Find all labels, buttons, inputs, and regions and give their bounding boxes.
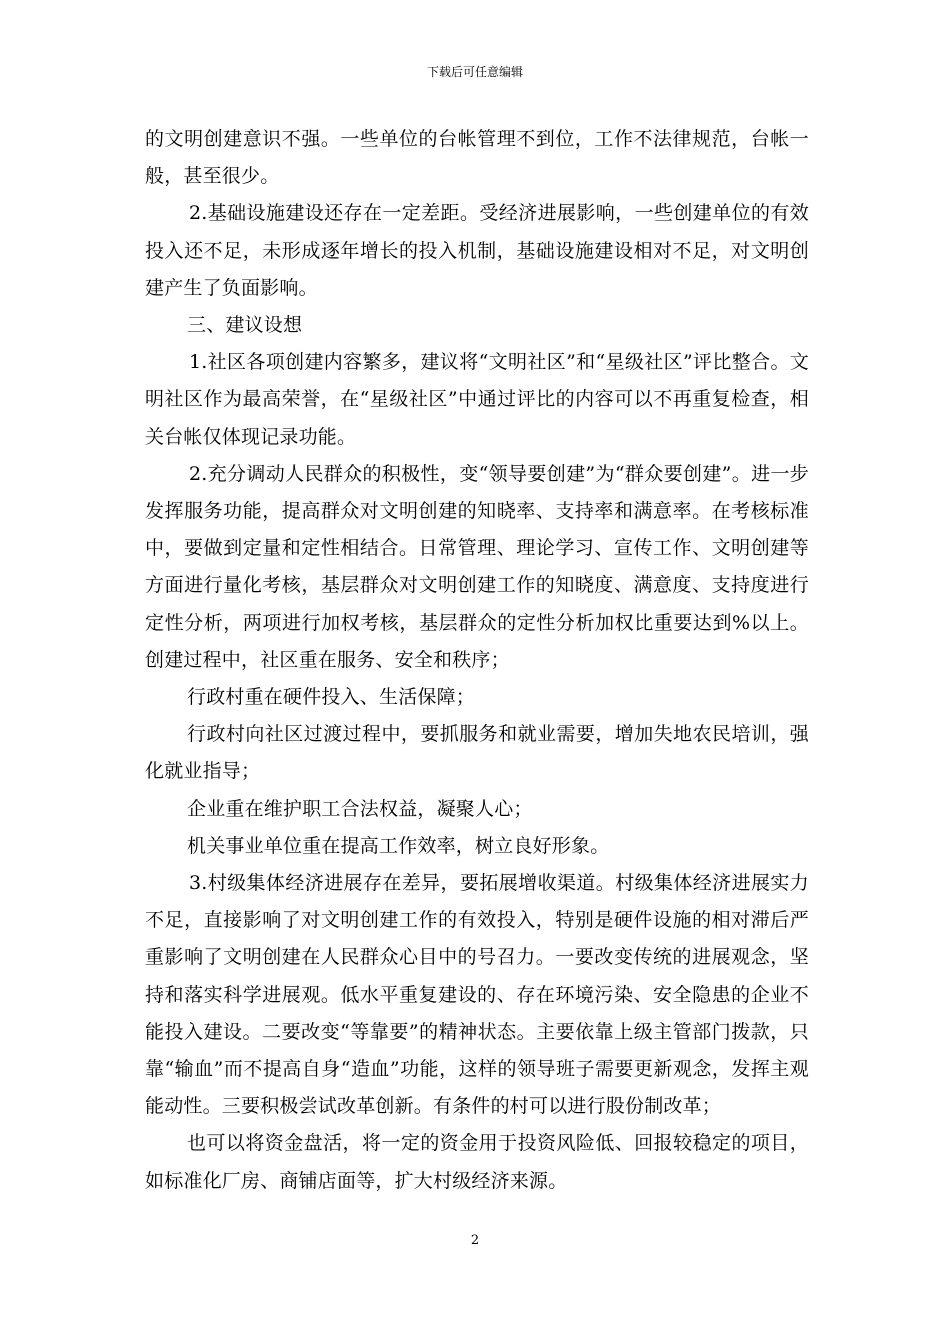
- paragraph-7: 行政村向社区过渡过程中，要抓服务和就业需要，增加失地农民培训，强化就业指导；: [145, 723, 809, 783]
- section-heading-3: 三、建议设想: [187, 314, 303, 337]
- page-header: 下载后可任意编辑: [426, 65, 523, 79]
- document-body: [145, 121, 809, 1200]
- paragraph-5: 2.充分调动人民群众的积极性，变“领导要创建”为“群众要创建”。进一步发挥服务功能，提高群众对文明创建的知晓率、支持率和满意率。在考核标准中，要做到定量和定性相结合。日常管理、理论学习、宣传工作、文明创建等方面进行量化考核，基层群众对文明创建工作的知晓度、满意度、支持度进行定性分析，两项进行加权考核，基层群众的定性分析加权比重要达到%以上。创建过程中，社区重在服务、安全和秩序；: [145, 462, 809, 671]
- paragraph-9: 机关事业单位重在提高工作效率，树立良好形象。: [187, 834, 610, 857]
- paragraph-10: 3.村级集体经济进展存在差异，要拓展增收渠道。村级集体经济进展实力不足，直接影响了对文明创建工作的有效投入，特别是硬件设施的相对滞后严重影响了文明创建在人民群众心目中的号召力。一要改变传统的进展观念，坚持和落实科学进展观。低水平重复建设的、存在环境污染、安全隐患的企业不能投入建设。二要改变“等靠要”的精神状态。主要依靠上级主管部门拨款，只靠“输血”而不提高自身“造血”功能，这样的领导班子需要更新观念，发挥主观能动性。三要积极尝试改革创新。有条件的村可以进行股份制改革；: [145, 872, 809, 1118]
- paragraph-8: 企业重在维护职工合法权益，凝聚人心；: [187, 797, 533, 820]
- paragraph-2: 2.基础设施建设还存在一定差距。受经济进展影响，一些创建单位的有效投入还不足，未形成逐年增长的投入机制，基础设施建设相对不足，对文明创建产生了负面影响。: [145, 202, 809, 299]
- paragraph-4: 1.社区各项创建内容繁多，建议将“文明社区”和“星级社区”评比整合。文明社区作为最高荣誉，在“星级社区”中通过评比的内容可以不再重复检查，相关台帐仅体现记录功能。: [145, 351, 809, 448]
- paragraph-11: 也可以将资金盘活，将一定的资金用于投资风险低、回报较稳定的项目，如标准化厂房、商铺店面等，扩大村级经济来源。: [145, 1132, 809, 1192]
- page-number: 2: [470, 1233, 480, 1248]
- paragraph-6: 行政村重在硬件投入、生活保障；: [187, 686, 476, 709]
- paragraph-1: 的文明创建意识不强。一些单位的台帐管理不到位，工作不法律规范，台帐一般，甚至很少。: [145, 128, 809, 188]
